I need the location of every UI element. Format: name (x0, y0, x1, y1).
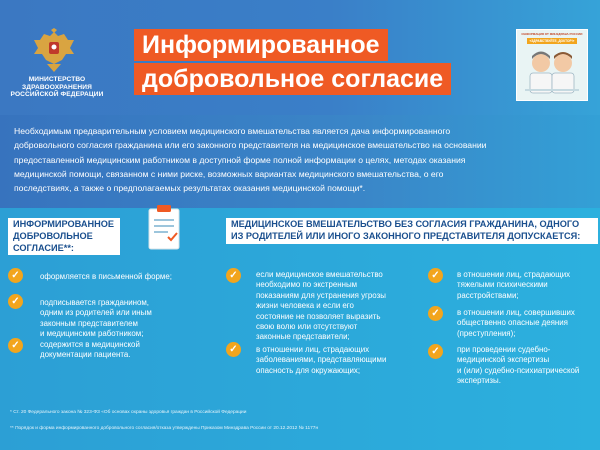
double-headed-eagle-icon (30, 28, 78, 74)
page-title-line1: Информированное (134, 29, 388, 61)
item-line: свою волю или отсутствуют (256, 322, 358, 332)
item-line: расстройствами; (457, 290, 519, 300)
list-item (40, 340, 140, 361)
intro-line: Необходимым предварительным условием медицинского вмешательства является дача информированного (14, 126, 451, 136)
footnote-1: * Ст. 20 Федерального закона № 323-ФЗ «Об основах охраны здоровья граждан в Российской Федерации (10, 410, 247, 415)
intro-line: предоставленной медицинским работником в доступной форме полной информации о целях, методах оказания (14, 154, 466, 165)
ministry-line: МИНИСТЕРСТВО (28, 76, 86, 83)
item-line: в отношении лиц, страдающих (256, 345, 370, 354)
list-item (457, 308, 597, 339)
doctors-illustration-icon (521, 45, 583, 97)
check-icon: ✓ (8, 338, 23, 353)
ministry-line: РОССИЙСКОЙ ФЕДЕРАЦИИ (10, 91, 104, 99)
item-line: содержится в медицинской (40, 340, 140, 349)
heading-line: ИНФОРМИРОВАННОЕ (13, 219, 114, 229)
clipboard-icon (144, 203, 184, 253)
intro-paragraph (14, 124, 589, 195)
poster-thumbnail[interactable] (516, 29, 588, 101)
item-line: документации пациента. (40, 350, 131, 360)
item-line: законным представителем (40, 318, 138, 328)
item-line: при проведении судебно- (457, 345, 551, 354)
item-line: экспертизы. (457, 376, 501, 386)
check-icon: ✓ (8, 294, 23, 309)
check-icon: ✓ (428, 306, 443, 321)
heading-line: СОГЛАСИЕ**: (13, 242, 74, 253)
item-line: законные представители; (256, 332, 350, 342)
item-line: если медицинское вмешательство (256, 270, 383, 279)
item-line: тяжелыми психическими (457, 280, 548, 290)
item-line: в отношении лиц, совершивших (457, 308, 575, 317)
check-icon: ✓ (428, 344, 443, 359)
check-icon: ✓ (226, 342, 241, 357)
intro-line: последствиях, а также о предполагаемых результатах оказания медицинской помощи*. (14, 183, 366, 194)
poster-banner: «ЗДРАВСТВУЙТЕ, ДОКТОР!» (527, 38, 577, 44)
check-icon: ✓ (428, 268, 443, 283)
item-line: опасность для окружающих; (256, 365, 361, 375)
footnote-2: ** Порядок и форма информированного добровольного согласия/отказа утверждены Приказом Минздрава России от 20.12.2012 № 1177н (10, 426, 319, 431)
item-line: медицинской экспертизы (457, 355, 550, 365)
item-line: (преступления); (457, 328, 516, 338)
item-line: в отношении лиц, страдающих (457, 270, 571, 279)
item-line: общественно опасные деяния (457, 318, 568, 328)
check-icon: ✓ (226, 268, 241, 283)
item-line: жизни человека и если его (256, 301, 354, 311)
right-section-heading (226, 218, 598, 244)
item-line: и медицинским работником; (40, 329, 144, 339)
list-item (256, 345, 406, 376)
list-item (40, 298, 152, 340)
intro-line: медицинской помощи, связанном с ними риске, возможных вариантах медицинского вмешательства, о его (14, 168, 444, 179)
intro-line: добровольного согласия гражданина или его законного представителя на медицинское вмешательство на основании (14, 140, 487, 151)
item-line: одним из родителей или иным (40, 308, 152, 318)
check-icon: ✓ (8, 268, 23, 283)
list-item (457, 270, 597, 301)
list-item (256, 270, 406, 343)
item-line: заболеваниями, представляющими (256, 355, 387, 365)
item-line: показаниям для устранения угрозы (256, 290, 386, 300)
left-section-heading (8, 218, 120, 255)
ministry-line: ЗДРАВООХРАНЕНИЯ (22, 83, 92, 91)
poster-caption: ИНФОРМАЦИЯ ОТ МИНЗДРАВА РОССИИ (521, 32, 583, 36)
heading-line: МЕДИЦИНСКОЕ ВМЕШАТЕЛЬСТВО БЕЗ СОГЛАСИЯ ГРАЖДАНИНА, ОДНОГО (231, 219, 580, 229)
item-line: состояние не позволяет выразить (256, 311, 381, 321)
page-title-line2: добровольное согласие (134, 63, 451, 95)
list-item (457, 345, 597, 387)
heading-line: ИЗ РОДИТЕЛЕЙ ИЛИ ИНОГО ЗАКОННОГО ПРЕДСТАВИТЕЛЯ ДОПУСКАЕТСЯ: (231, 230, 581, 241)
item-line: оформляется в письменной форме; (40, 272, 172, 281)
item-line: и (или) судебно-психиатрической (457, 365, 580, 375)
ministry-name (8, 76, 106, 99)
item-line: подписывается гражданином, (40, 298, 149, 307)
list-item (40, 272, 172, 282)
item-line: необходимо по экстренным (256, 280, 358, 290)
heading-line: ДОБРОВОЛЬНОЕ (13, 230, 93, 241)
